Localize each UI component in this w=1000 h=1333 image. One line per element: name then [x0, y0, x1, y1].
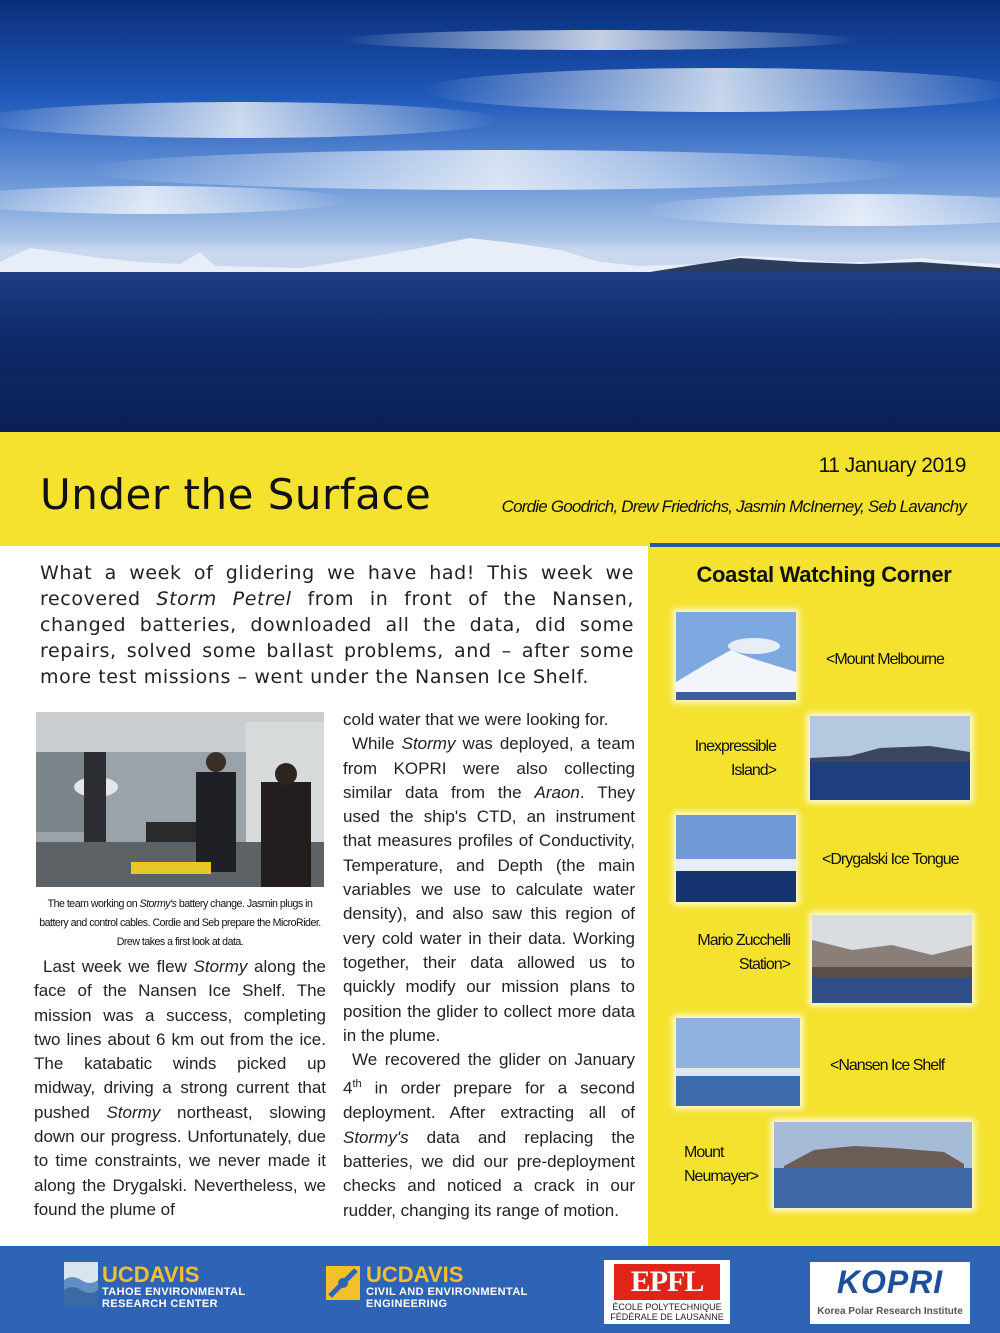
- label-mount-melbourne: <Mount Melbourne: [826, 651, 944, 668]
- label-drygalski-ice-tongue: <Drygalski Ice Tongue: [822, 851, 959, 868]
- mount-neumayer-photo: [774, 1122, 972, 1208]
- hero-photo: [0, 0, 1000, 432]
- label-mount-neumayer: Mount Neumayer>: [684, 1144, 759, 1185]
- water-waves-icon: [64, 1262, 98, 1306]
- glider-name: Storm Petrel: [156, 588, 292, 610]
- lab-photo: [36, 712, 324, 887]
- intro-paragraph: What a week of glidering we have had! This week we recovered Storm Petrel from in front of the Nansen, changed batteries, downloaded all the data, did some repairs, solved some ballast problems, and – after some more test missions – went under the Nansen Ice Shelf.: [40, 562, 634, 688]
- article-column-2: cold water that we were looking for. While Stormy was deployed, a team from KOPRI were also collecting similar data from the Araon. They used the ship's CTD, an instrument that measures profiles of Conductivity, Temperature, and Depth (the main variables we use to calculate water density), and also saw this region of very cold water in their data. Working together, their data allowed us to quickly modify our mission plans to position the glider to collect more data in the plume. We recovered the glider on January 4th in order prepare for a second deployment. After extracting all of Stormy's data and replacing the batteries, we did our pre-deployment checks and noticed a crack in our rudder, changing its range of motion.: [343, 710, 636, 1220]
- issue-date: 11 January 2019: [818, 454, 966, 477]
- page-title: Under the Surface: [40, 470, 432, 519]
- label-mario-zucchelli-station: Mario Zucchelli Station>: [697, 932, 790, 973]
- sidebar-title: Coastal Watching Corner: [696, 562, 952, 587]
- label-inexpressible-island: Inexpressible Island>: [694, 738, 776, 779]
- authors-line: Cordie Goodrich, Drew Friedrichs, Jasmin McInerney, Seb Lavanchy: [501, 497, 966, 516]
- epfl-logo[interactable]: EPFL ÉCOLE POLYTECHNIQUE FÉDÉRALE DE LAUSANNE: [604, 1260, 730, 1324]
- photo-caption: The team working on Stormy's battery change. Jasmin plugs in battery and control cables. Cordie and Seb prepare the MicroRider. Drew takes a first look at data.: [39, 898, 321, 948]
- label-nansen-ice-shelf: <Nansen Ice Shelf: [830, 1057, 945, 1074]
- mount-melbourne-photo: [676, 612, 796, 700]
- gear-emblem-icon: [326, 1266, 360, 1300]
- mario-zucchelli-station-photo: [812, 915, 972, 1003]
- article-column-1: Last week we flew Stormy along the face of the Nansen Ice Shelf. The mission was a success, completing two lines about 6 km out from the ice. The katabatic winds picked up midway, driving a strong current that pushed Stormy northeast, slowing down our progress. Unfortunately, due to time constraints, we never made it along the Drygalski. Nevertheless, we found the plume of: [34, 957, 326, 1219]
- sidebar-top-rule: [650, 543, 1000, 547]
- kopri-logo[interactable]: KOPRI Korea Polar Research Institute: [810, 1262, 970, 1324]
- drygalski-ice-tongue-photo: [676, 815, 796, 902]
- nansen-ice-shelf-photo: [676, 1018, 800, 1106]
- inexpressible-island-photo: [810, 716, 970, 800]
